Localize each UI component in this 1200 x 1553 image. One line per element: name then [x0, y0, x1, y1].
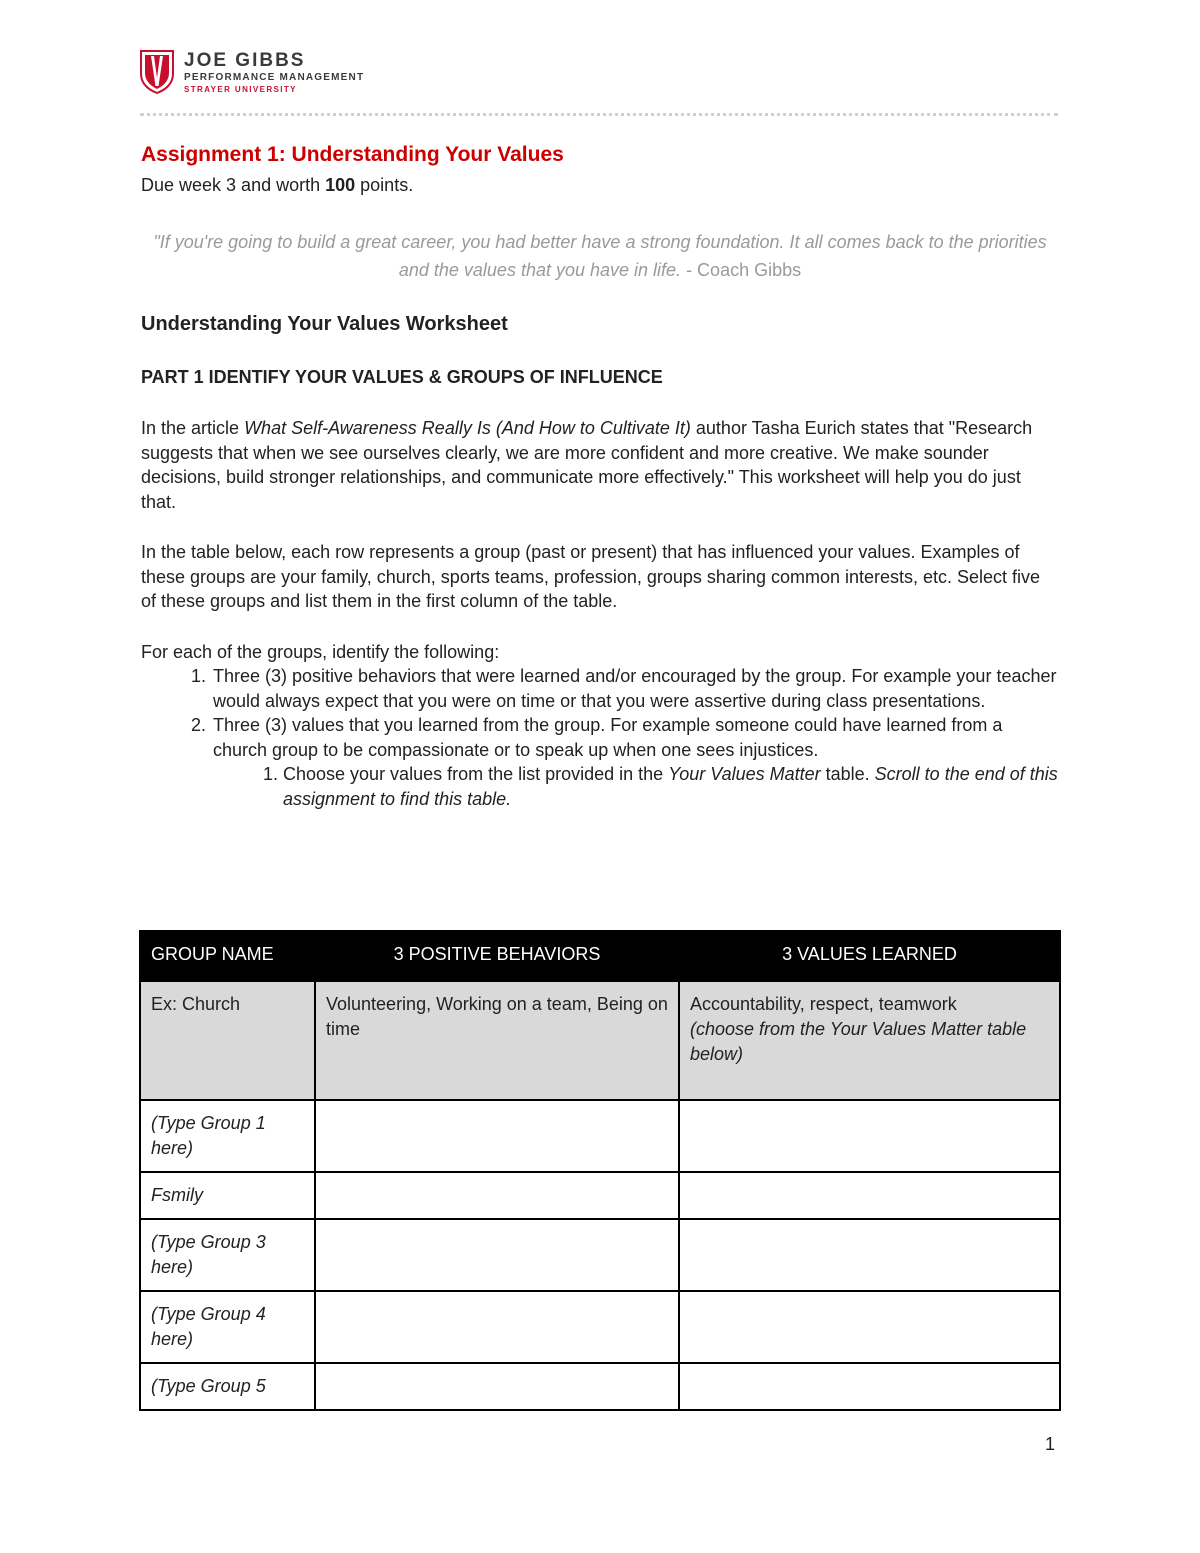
example-group-cell[interactable]: Ex: Church	[140, 981, 315, 1100]
intro-prefix: In the article	[141, 418, 245, 438]
table-intro-paragraph: In the table below, each row represents a group (past or present) that has influenced your values. Examples of these groups are your family, church, sports teams, profession, groups sharing common interests, etc. Select five of these groups and list them in the first column of the table.	[141, 542, 1041, 611]
header-positive-behaviors: 3 POSITIVE BEHAVIORS	[315, 931, 679, 981]
example-values-cell[interactable]	[679, 981, 1060, 1100]
table-row	[140, 1363, 1060, 1410]
step-item	[211, 664, 1059, 713]
document-header	[140, 48, 440, 100]
group-name-cell[interactable]: (Type Group 1 here)	[140, 1100, 315, 1172]
group-name-cell[interactable]: (Type Group 4 here)	[140, 1291, 315, 1363]
assignment-title: Assignment 1: Understanding Your Values	[141, 143, 564, 166]
group-name-cell[interactable]: Fsmily	[140, 1172, 315, 1219]
due-line	[141, 172, 1059, 198]
table-row	[140, 1219, 1060, 1291]
header-divider	[140, 113, 1058, 116]
behaviors-cell[interactable]	[315, 1100, 679, 1172]
values-cell[interactable]	[679, 1291, 1060, 1363]
step-text: Three (3) positive behaviors that were learned and/or encouraged by the group. For example your teacher would always expect that you were on time or that you were assertive during class presentations.	[213, 666, 1057, 711]
brand-university: STRAYER UNIVERSITY	[184, 85, 297, 94]
due-prefix: Due week 3 and worth	[141, 175, 326, 195]
behaviors-cell[interactable]	[315, 1172, 679, 1219]
example-values-text: Accountability, respect, teamwork	[690, 994, 957, 1014]
worksheet-title: Understanding Your Values Worksheet	[141, 313, 508, 335]
intro-suffix: author Tasha Eurich states that "Research suggests that when we see ourselves clearly, we are more confident and more creative. We make sounder decisions, build stronger relationships, and communicate more effectively." This worksheet will help you do just that.	[141, 418, 1033, 512]
table-header-row	[140, 931, 1060, 981]
intro-paragraph	[141, 416, 1059, 514]
behaviors-cell[interactable]	[315, 1219, 679, 1291]
sub-step-prefix: Choose your values from the list provided in the	[283, 764, 669, 784]
header-values-learned: 3 VALUES LEARNED	[679, 931, 1060, 981]
step-text: Three (3) values that you learned from the group. For example someone could have learned from a church group to be compassionate or to speak up when one sees injustices.	[213, 715, 1003, 760]
values-table	[139, 930, 1061, 1411]
example-behaviors-cell[interactable]: Volunteering, Working on a team, Being on time	[315, 981, 679, 1100]
sub-step-item	[283, 762, 1059, 811]
behaviors-cell[interactable]	[315, 1291, 679, 1363]
quote-text: "If you're going to build a great career, you had better have a strong foundation. It all comes back to the priorities and the values that you have in life.	[153, 232, 1047, 280]
article-title: What Self-Awareness Really Is (And How to Cultivate It)	[244, 418, 691, 438]
values-table-reference: Your Values Matter	[668, 764, 821, 784]
values-cell[interactable]	[679, 1363, 1060, 1410]
brand-subtitle: PERFORMANCE MANAGEMENT	[184, 72, 365, 83]
brand-block	[184, 48, 364, 96]
part-title: PART 1 IDENTIFY YOUR VALUES & GROUPS OF INFLUENCE	[141, 367, 663, 387]
scroll-note: Scroll to the end of this assignment to find this table.	[283, 764, 1058, 809]
document-body	[141, 140, 1059, 811]
shield-icon	[140, 50, 174, 94]
example-values-note: (choose from the Your Values Matter table below)	[690, 1019, 1027, 1064]
quote	[141, 228, 1059, 284]
sub-steps-list	[213, 762, 1059, 811]
steps-list	[141, 664, 1059, 811]
values-cell[interactable]	[679, 1172, 1060, 1219]
group-name-cell[interactable]: (Type Group 3 here)	[140, 1219, 315, 1291]
due-suffix: points.	[355, 175, 414, 195]
due-points: 100	[325, 175, 356, 195]
group-name-cell[interactable]: (Type Group 5	[140, 1363, 315, 1410]
values-cell[interactable]	[679, 1100, 1060, 1172]
header-group-name: GROUP NAME	[140, 931, 315, 981]
for-each-line: For each of the groups, identify the following:	[141, 641, 500, 662]
table-row	[140, 1100, 1060, 1172]
table-row	[140, 1172, 1060, 1219]
table-row-example	[140, 981, 1060, 1100]
values-cell[interactable]	[679, 1219, 1060, 1291]
sub-step-middle: table.	[820, 764, 875, 784]
quote-author: - Coach Gibbs	[681, 260, 802, 280]
behaviors-cell[interactable]	[315, 1363, 679, 1410]
step-item	[211, 713, 1059, 811]
table-row	[140, 1291, 1060, 1363]
brand-name: JOE GIBBS	[184, 50, 306, 71]
page-number: 1	[1045, 1434, 1056, 1454]
